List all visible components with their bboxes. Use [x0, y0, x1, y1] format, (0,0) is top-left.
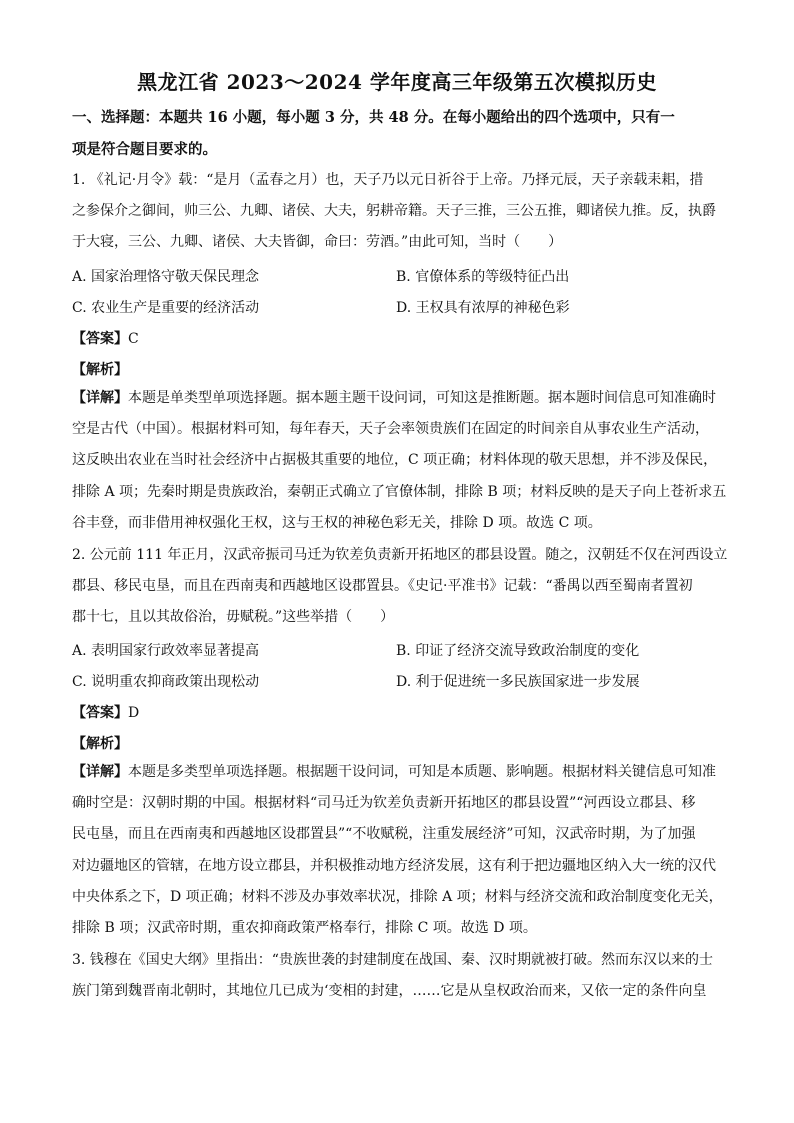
question-2-detail — [72, 757, 726, 944]
stem-line: 1. 《礼记·月令》载：“是月（孟春之月）也，天子乃以元日祈谷于上帝。乃择元辰，天子亲载耒耜，措 — [72, 172, 704, 188]
section-heading-line: 一、选择题：本题共 16 小题，每小题 3 分，共 48 分。在每小题给出的四个选项中，只有一 — [72, 109, 675, 126]
q1-option-a: A. 国家治理恪守敬天保民理念 — [72, 269, 260, 285]
question-3-stem — [72, 945, 726, 1007]
detail-line — [72, 383, 726, 414]
q1-option-b: B. 官僚体系的等级特征凸出 — [396, 269, 570, 285]
detail-line: 排除 B 项；汉武帝时期，重农抑商政策严格奉行，排除 C 项。故选 D 项。 — [72, 920, 537, 937]
q2-option-a: A. 表明国家行政效率显著提高 — [72, 643, 260, 659]
stem-line: 郡十七，且以其故俗治，毋赋税。”这些举措（ ） — [72, 609, 395, 626]
answer-label: 【答案】 — [72, 705, 128, 721]
q2-analysis-label — [72, 733, 128, 753]
detail-line: 确时空是：汉朝时期的中国。根据材料“司马迁为钦差负责新开拓地区的郡县设置”“河西设立郡县、移 — [72, 795, 696, 812]
detail-line — [72, 757, 726, 788]
section-heading — [72, 102, 732, 166]
section-heading-line: 项是符合题目要求的。 — [72, 141, 217, 158]
detail-line: 中央体系之下，D 项正确；材料不涉及办事效率状况，排除 A 项；材料与经济交流和政治制度变化无关， — [72, 888, 723, 905]
q1-analysis-label — [72, 359, 128, 379]
detail-line: 民屯垦，而且在西南夷和西越地区设郡置县”“不收赋税，注重发展经济”可知，汉武帝时期，为了加强 — [72, 826, 696, 843]
q1-option-c: C. 农业生产是重要的经济活动 — [72, 300, 260, 316]
detail-label: 【详解】 — [72, 764, 128, 780]
question-1-detail — [72, 383, 726, 539]
q1-answer — [72, 328, 139, 348]
stem-line: 郡县、移民屯垦，而且在西南夷和西越地区设郡置县。《史记·平准书》记载：“番禺以西至蜀南者置初 — [72, 578, 693, 595]
stem-line: 族门第到魏晋南北朝时，其地位几已成为‘变相的封建，……它是从皇权政治而来，又依一定的条件向皇 — [72, 983, 707, 1000]
detail-text: 本题是多类型单项选择题。根据题干设问词，可知是本质题、影响题。根据材料关键信息可知准 — [128, 764, 716, 780]
answer-value: D — [128, 705, 140, 721]
detail-line: 对边疆地区的管辖，在地方设立郡县，并积极推动地方经济发展，这有利于把边疆地区纳入大一统的汉代 — [72, 857, 716, 874]
q2-option-b: B. 印证了经济交流导致政治制度的变化 — [396, 643, 640, 659]
detail-line: 空是古代（中国）。根据材料可知，每年春天，天子会率领贵族们在固定的时间亲自从事农业生产活动， — [72, 421, 709, 438]
detail-line: 排除 A 项；先秦时期是贵族政治，秦朝正式确立了官僚体制，排除 B 项；材料反映的是天子向上苍祈求五 — [72, 483, 727, 500]
stem-line: 3. 钱穆在《国史大纲》里指出：“贵族世袭的封建制度在战国、秦、汉时期就被打破。然而东汉以来的士 — [72, 952, 713, 968]
detail-line: 这反映出农业在当时社会经济中占据极其重要的地位，C 项正确；材料体现的敬天思想，并不涉及保民， — [72, 452, 718, 469]
q2-option-c: C. 说明重农抑商政策出现松动 — [72, 674, 260, 690]
q1-option-d: D. 王权具有浓厚的神秘色彩 — [396, 300, 570, 316]
analysis-label: 【解析】 — [72, 362, 128, 378]
question-2-stem — [72, 540, 726, 634]
stem-line: 2. 公元前 111 年正月，汉武帝振司马迁为钦差负责新开拓地区的郡县设置。随之，汉朝廷不仅在河西设立 — [72, 547, 728, 563]
question-1-stem — [72, 165, 726, 259]
detail-text: 本题是单类型单项选择题。据本题主题干设问词，可知这是推断题。据本题时间信息可知准确时 — [128, 390, 716, 406]
detail-label: 【详解】 — [72, 390, 128, 406]
analysis-label: 【解析】 — [72, 736, 128, 752]
q2-answer — [72, 702, 139, 722]
stem-line: 之参保介之御间，帅三公、九卿、诸侯、大夫，躬耕帝籍。天子三推，三公五推，卿诸侯九推。反，执爵 — [72, 203, 716, 220]
answer-value: C — [128, 331, 139, 347]
q2-option-d: D. 利于促进统一多民族国家进一步发展 — [396, 674, 640, 690]
stem-line: 于大寝，三公、九卿、诸侯、大夫皆御，命曰：劳酒。”由此可知，当时（ ） — [72, 234, 563, 251]
detail-line: 谷丰登，而非借用神权强化王权，这与王权的神秘色彩无关，排除 D 项。故选 C 项。 — [72, 514, 602, 531]
answer-label: 【答案】 — [72, 331, 128, 347]
page-title: 黑龙江省 2023～2024 学年度高三年级第五次模拟历史 — [137, 70, 657, 94]
